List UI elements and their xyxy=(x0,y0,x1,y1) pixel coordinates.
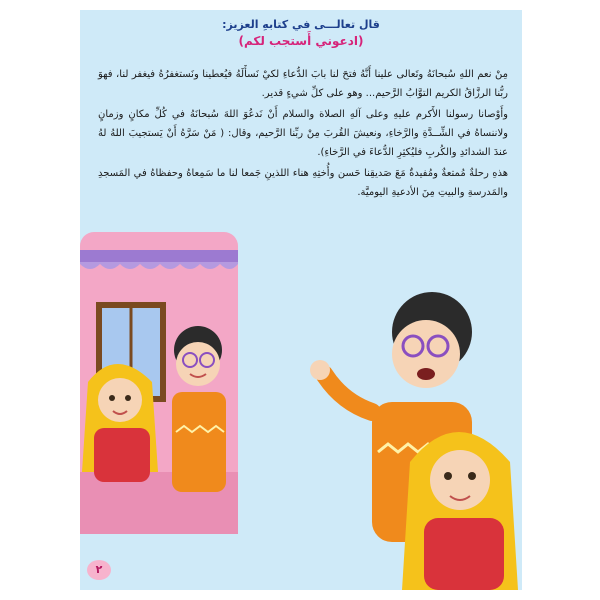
book-page xyxy=(80,10,522,590)
body-text xyxy=(98,65,508,204)
paragraph-2: وأَوْصانا رسولنا الأَكرم عليهِ وعلى آلهِ الصلاة والسلام أَنْ نَدعُوَ اللهَ سُبحانَهُ في كُلِّ مكانٍ وزمانٍ ولاننساهُ في الشِّــدَّةِ والرَّخاءِ، ونعيشَ القُربَ مِنْ ربِّنا الرَّحيم، وقال: ( مَنْ سَرَّهُ أَنْ يَستجيبَ اللهُ لهُ عندَ الشدائدِ والكُربِ فليُكثِرِ الدُّعاءَ في الرَّخاءِ). xyxy=(98,109,508,158)
children-illustration xyxy=(80,232,522,590)
paragraph-3: هذهِ رحلةٌ مُمتعةٌ ومُفيدةٌ مَعَ صَديقِنا حَسن وأُختِهِ هناء اللذينِ جَمعا لنا ما سَمِعاهُ وحفظاهُ في المَسجدِ والمَدرسةِ والبيتِ مِنَ الأدعيةِ اليوميَّة. xyxy=(98,168,508,198)
verse-intro: قال تعالـــى في كتابهِ العزيز: xyxy=(222,18,380,31)
page-number: ٢ xyxy=(87,560,111,580)
paragraph-1: مِنْ نعم اللهِ سُبحانَهُ وتَعالى علينا أَنَّهُ فتحَ لنا بابَ الدُّعاءِ لكيْ نَسأَلَهُ فيُعطينا ونَستغفرُهُ فيغفر لنا، فهوَ ربُّنا الرزَّاقُ الكريم التوَّابُ الرَّحيم... وهو على كلِّ شيءٍ قدير. xyxy=(98,69,508,99)
verse-title: (ادعوني أَستجب لكم) xyxy=(238,33,364,48)
page-heading xyxy=(80,18,522,49)
